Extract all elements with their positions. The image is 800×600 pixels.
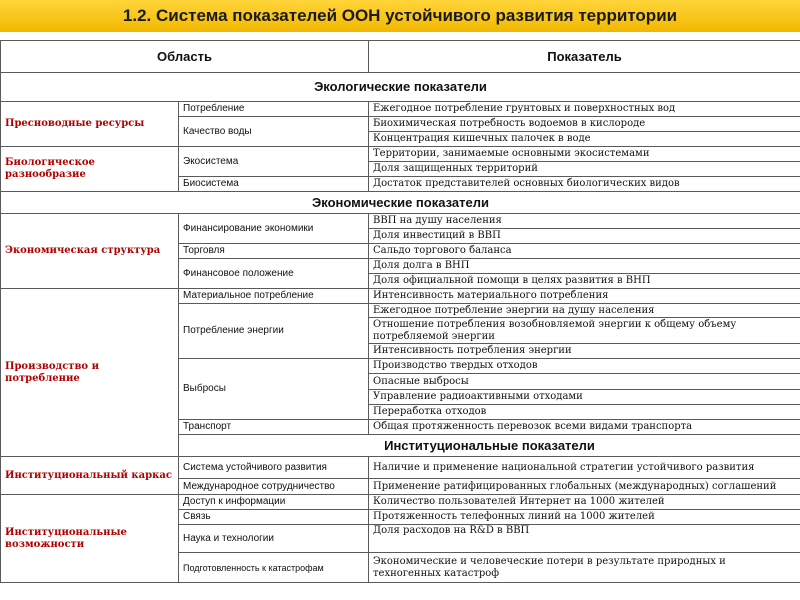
table-row: [1, 214, 800, 229]
indicator-cell: Доля официальной помощи в целях развития в ВНП: [369, 274, 800, 289]
indicator-cell: Опасные выбросы: [369, 374, 800, 390]
indicator-cell: Применение ратифицированных глобальных (международных) соглашений: [369, 479, 800, 495]
section-institutional: Институциональные показатели: [179, 435, 800, 457]
subarea-cell: Связь: [179, 510, 369, 525]
subarea-cell: Транспорт: [179, 420, 369, 435]
table-row: [1, 457, 800, 479]
column-header-area: Область: [1, 41, 369, 73]
subarea-cell: Торговля: [179, 244, 369, 259]
indicator-cell: Экономические и человеческие потери в результате природных и техногенных катастроф: [369, 553, 800, 583]
indicator-cell: Количество пользователей Интернет на 1000 жителей: [369, 495, 800, 510]
indicator-cell: Концентрация кишечных палочек в воде: [369, 132, 800, 147]
subarea-cell: Международное сотрудничество: [179, 479, 369, 495]
indicator-cell: Протяженность телефонных линий на 1000 жителей: [369, 510, 800, 525]
indicator-cell: Наличие и применение национальной стратегии устойчивого развития: [369, 457, 800, 479]
subarea-cell: Наука и технологии: [179, 525, 369, 553]
table-row: [1, 495, 800, 510]
subarea-cell: Потребление энергии: [179, 304, 369, 359]
indicator-cell: ВВП на душу населения: [369, 214, 800, 229]
indicator-cell: Управление радиоактивными отходами: [369, 390, 800, 405]
indicator-cell: Доля защищенных территорий: [369, 162, 800, 177]
indicator-cell: Переработка отходов: [369, 405, 800, 420]
subarea-cell: Выбросы: [179, 359, 369, 420]
indicator-cell: Производство твердых отходов: [369, 359, 800, 374]
section-economic: Экономические показатели: [1, 192, 800, 214]
subarea-cell: Доступ к информации: [179, 495, 369, 510]
subarea-cell: Система устойчивого развития: [179, 457, 369, 479]
subarea-cell: Потребление: [179, 102, 369, 117]
subarea-cell: Биосистема: [179, 177, 369, 192]
indicator-cell: Интенсивность материального потребления: [369, 289, 800, 304]
subarea-cell: Материальное потребление: [179, 289, 369, 304]
subarea-cell: Подготовленность к катастрофам: [179, 553, 369, 583]
indicator-cell: Интенсивность потребления энергии: [369, 344, 800, 359]
subarea-cell: Финансирование экономики: [179, 214, 369, 244]
table-row: [1, 102, 800, 117]
column-header-indicator: Показатель: [369, 41, 800, 73]
section-row: [1, 73, 800, 102]
area-cell: Производство и потребление: [1, 289, 179, 457]
table-row: [1, 289, 800, 304]
section-row: [1, 192, 800, 214]
subarea-cell: Экосистема: [179, 147, 369, 177]
area-cell: Пресноводные ресурсы: [1, 102, 179, 147]
indicator-cell: Сальдо торгового баланса: [369, 244, 800, 259]
indicator-cell: Ежегодное потребление энергии на душу населения: [369, 304, 800, 318]
header-row: [1, 41, 800, 73]
indicator-cell: Общая протяженность перевозок всеми видами транспорта: [369, 420, 800, 435]
area-cell: Экономическая структура: [1, 214, 179, 289]
indicator-cell: Биохимическая потребность водоемов в кислороде: [369, 117, 800, 132]
page-title: 1.2. Система показателей ООН устойчивого развития территории: [0, 0, 800, 32]
area-cell: Институциональные возможности: [1, 495, 179, 583]
indicator-cell: Отношение потребления возобновляемой энергии к общему объему потребляемой энергии: [369, 318, 800, 344]
indicator-cell: Доля долга в ВНП: [369, 259, 800, 274]
subarea-cell: Качество воды: [179, 117, 369, 147]
section-ecological: Экологические показатели: [1, 73, 800, 102]
indicator-cell: Доля инвестиций в ВВП: [369, 229, 800, 244]
indicator-cell: Ежегодное потребление грунтовых и поверхностных вод: [369, 102, 800, 117]
indicator-cell: Достаток представителей основных биологических видов: [369, 177, 800, 192]
table-row: [1, 147, 800, 162]
indicators-table: [0, 40, 800, 583]
area-cell: Биологическое разнообразие: [1, 147, 179, 192]
subarea-cell: Финансовое положение: [179, 259, 369, 289]
indicator-cell: Территории, занимаемые основными экосистемами: [369, 147, 800, 162]
indicator-cell: Доля расходов на R&D в ВВП: [369, 525, 800, 553]
area-cell: Институциональный каркас: [1, 457, 179, 495]
